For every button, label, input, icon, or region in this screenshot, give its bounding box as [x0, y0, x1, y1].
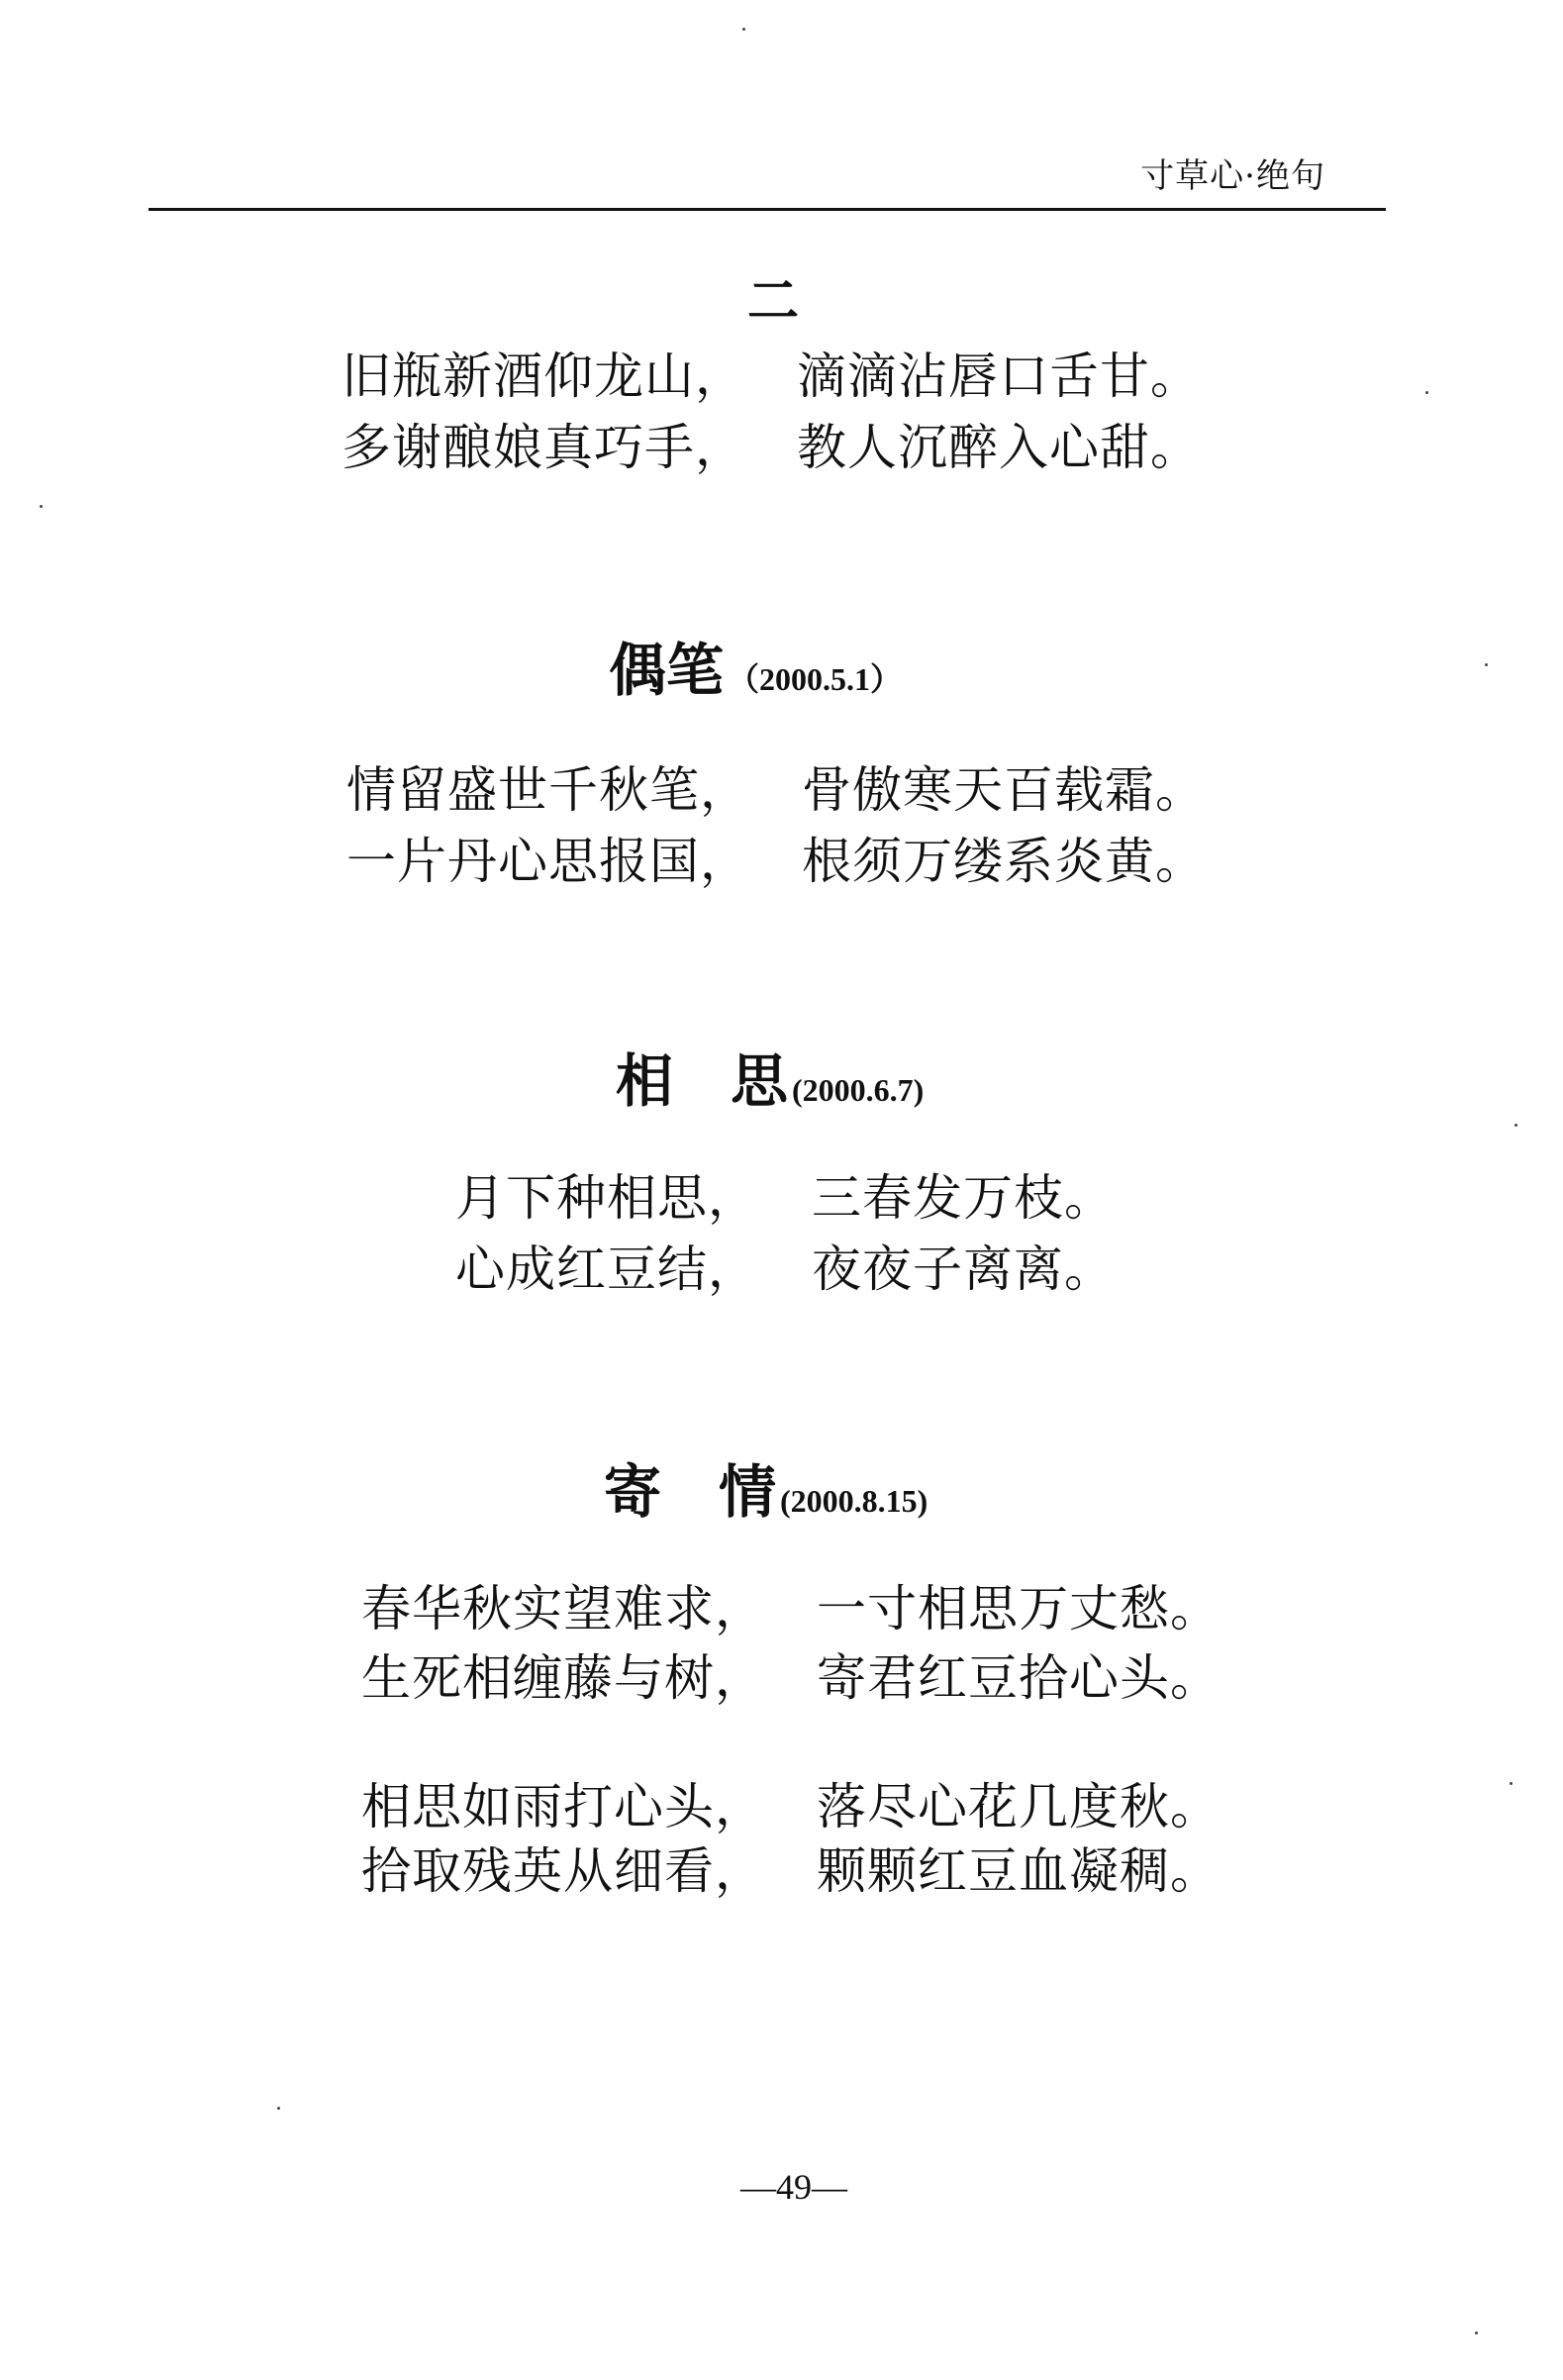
poem-line-left: 情留盛世千秋笔， — [346, 761, 750, 819]
poem-title: 相 思 — [616, 1047, 789, 1115]
poem-title-block — [616, 1035, 924, 1118]
poem-line-left: 月下种相思， — [455, 1169, 758, 1227]
poem-date: （2000.5.1） — [728, 661, 903, 697]
scan-speck — [1425, 391, 1428, 394]
page-number: —49— — [740, 2167, 847, 2207]
poem-title-block — [609, 624, 902, 707]
poem-date: (2000.8.15) — [780, 1483, 928, 1519]
poem-title: 偶笔 — [609, 637, 725, 704]
scan-speck — [742, 28, 745, 31]
section-number: 二 — [747, 272, 800, 332]
poem-line-right: 骨傲寒天百载霜。 — [802, 761, 1206, 819]
poem-line-right: 一寸相思万丈愁。 — [817, 1580, 1221, 1637]
poem-line-right: 根须万缕系炎黄。 — [802, 833, 1206, 890]
poem-title-block — [604, 1445, 928, 1529]
poem-line-left: 心成红豆结， — [455, 1240, 758, 1298]
poem-line-left: 相思如雨打心头， — [361, 1778, 765, 1835]
poem-line-right: 寄君红豆拾心头。 — [817, 1649, 1221, 1707]
poem-line-left: 春华秋实望难求， — [361, 1580, 765, 1637]
poem-line-right: 三春发万枝。 — [812, 1169, 1115, 1227]
poem-line-left: 生死相缠藤与树， — [361, 1649, 765, 1707]
header-rule — [148, 208, 1386, 211]
scan-speck — [1485, 663, 1488, 666]
poem-line-left: 多谢酿娘真巧手， — [342, 419, 745, 476]
scan-speck — [1510, 1782, 1513, 1785]
scan-speck — [277, 2107, 280, 2110]
poem-line-right: 夜夜子离离。 — [812, 1240, 1115, 1298]
running-header: 寸草心·绝句 — [1140, 156, 1325, 196]
poem-line-left: 旧瓶新酒仰龙山， — [342, 347, 745, 405]
poem-line-right: 落尽心花几度秋。 — [817, 1778, 1221, 1835]
poem-line-right: 颗颗红豆血凝稠。 — [817, 1842, 1221, 1900]
poem-title: 寄 情 — [604, 1458, 777, 1526]
scan-speck — [1514, 1124, 1517, 1127]
poem-line-right: 教人沉醉入心甜。 — [797, 419, 1201, 476]
poem-line-left: 一片丹心思报国， — [346, 833, 750, 890]
poem-date: (2000.6.7) — [792, 1072, 925, 1108]
scan-speck — [40, 505, 43, 508]
scan-speck — [1475, 2331, 1478, 2334]
poem-line-left: 拾取残英从细看， — [361, 1842, 765, 1900]
poem-line-right: 滴滴沾唇口舌甘。 — [797, 347, 1201, 405]
